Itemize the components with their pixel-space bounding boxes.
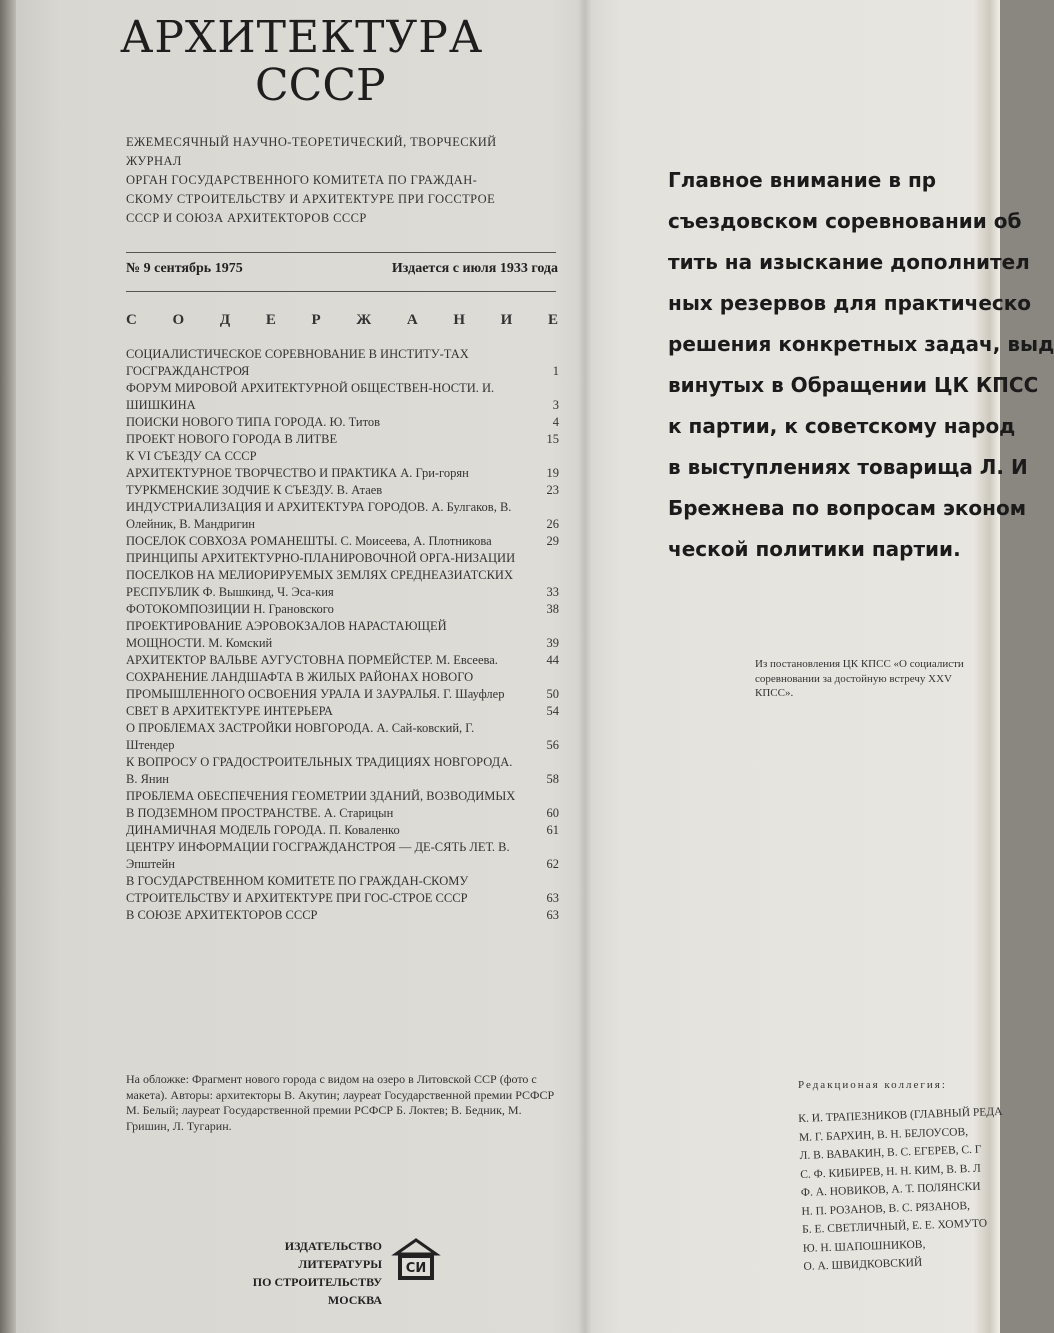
toc-entry-page: 44 [546,653,559,667]
quote-line: винутых в Обращении ЦК КПСС [668,373,1039,397]
toc-entry [126,618,559,652]
editorial-board-heading: Редакционая коллегия: [798,1079,947,1091]
toc-entry-title: ПРОЕКТИРОВАНИЕ АЭРОВОКЗАЛОВ НАРАСТАЮЩЕЙ МОЩНОСТИ. М. Комский [126,619,447,650]
quote-line: в выступлениях товарища Л. И [668,455,1028,479]
toc-entry [126,907,559,924]
published-since: Издается с июля 1933 года [391,261,558,276]
toc-entry-page: 38 [546,602,559,616]
toc-entry [126,482,559,499]
contents-heading-letter: Д [219,312,231,328]
toc-entry-page: 56 [546,738,559,752]
toc-entry-page: 19 [546,466,559,480]
issue-line [126,261,558,277]
quote-line: Главное внимание в пр [668,168,937,192]
contents-heading-letter: С [126,312,137,328]
page-fold [578,0,592,1333]
toc-entry [126,499,559,533]
contents-heading-letter: Ж [356,312,372,328]
toc-entry-title: АРХИТЕКТОР ВАЛЬВЕ АУГУСТОВНА ПОРМЕЙСТЕР. М. Евсеева. [126,653,498,667]
toc-entry-title: К VI СЪЕЗДУ СА СССР [126,449,257,463]
contents-heading-letter: И [500,312,513,328]
toc-entry-title: СВЕТ В АРХИТЕКТУРЕ ИНТЕРЬЕРА [126,704,333,718]
magazine-title-country: СССР [255,60,386,111]
toc-entry-title: ДИНАМИЧНАЯ МОДЕЛЬ ГОРОДА. П. Коваленко [126,823,400,837]
toc-entry-page: 60 [546,806,559,820]
board-member: С. Ф. КИБИРЕВ, Н. Н. КИМ, В. В. Л [800,1162,982,1181]
toc-entry [126,346,559,380]
toc-entry-page: 1 [552,364,559,378]
board-member: К. И. ТРАПЕЗНИКОВ (ГЛАВНЫЙ РЕДА [798,1105,1003,1125]
contents-heading-letter: О [172,312,185,328]
board-member: Б. Е. СВЕТЛИЧНЫЙ, Е. Е. ХОМУТО [801,1217,988,1236]
quote-source [755,657,1000,701]
magazine-title: АРХИТЕКТУРА [120,12,484,63]
logo-text: СИ [405,1261,427,1276]
publisher-line: ЛИТЕРАТУРЫ [298,1257,382,1271]
toc-entry-page: 33 [546,585,559,599]
quote-line: ных резервов для практическо [668,291,1032,315]
toc-entry [126,550,559,601]
cover-note: На обложке: Фрагмент нового города с видом на озеро в Литовской ССР (фото с макета). Авторы: архитекторы В. Акутин; лауреат Государственной премии РСФСР М. Белый; лауреат Государственной премии РСФСР Б. Локтев; В. Бедник, М. Гришин, Л. Тугарин. [126,1072,555,1133]
toc-entry [126,669,559,703]
board-member: М. Г. БАРХИН, В. Н. БЕЛОУСОВ, [798,1125,969,1144]
toc-entry [126,703,559,720]
toc-entry [126,652,559,669]
board-member: О. А. ШВИДКОВСКИЙ [803,1256,923,1273]
magazine-subtitle [126,133,566,228]
contents-heading-letter: Н [453,312,465,328]
quote-line: ческой политики партии. [668,537,961,561]
toc-entry-title: ПРОБЛЕМА ОБЕСПЕЧЕНИЯ ГЕОМЕТРИИ ЗДАНИЙ, ВОЗВОДИМЫХ В ПОДЗЕМНОМ ПРОСТРАНСТВЕ. А. Старицын [126,789,516,820]
contents-heading-letter: Е [547,312,558,328]
toc-entry-title: ИНДУСТРИАЛИЗАЦИЯ И АРХИТЕКТУРА ГОРОДОВ. А. Булгаков, В. Олейник, В. Мандригин [126,500,512,531]
publisher-line: ИЗДАТЕЛЬСТВО [284,1239,382,1253]
toc-entry-title: ТУРКМЕНСКИЕ ЗОДЧИЕ К СЪЕЗДУ. В. Атаев [126,483,383,497]
toc-entry [126,873,559,907]
toc-entry-page: 61 [546,823,559,837]
toc-entry-page: 62 [546,857,559,871]
toc-entry-page: 29 [546,534,559,548]
toc-entry-page: 58 [546,772,559,786]
toc-entry [126,414,559,431]
toc-entry-title: ПОСЕЛОК СОВХОЗА РОМАНЕШТЫ. С. Моисеева, А. Плотникова [126,534,492,548]
toc-entry [126,754,559,788]
contents-heading [126,312,558,329]
toc-entry [126,839,559,873]
toc-entry [126,431,559,448]
quote-line: съездовском соревновании об [668,209,1022,233]
contents-heading-letter: Е [265,312,276,328]
divider [126,252,556,253]
toc-entry-page: 50 [546,687,559,701]
contents-heading-letter: А [406,312,418,328]
house-logo-icon [392,1238,440,1282]
publisher-block [232,1237,382,1309]
subtitle-line: СССР И СОЮЗА АРХИТЕКТОРОВ СССР [126,211,367,225]
quote-line: решения конкретных задач, выд [668,332,1054,356]
subtitle-line: СКОМУ СТРОИТЕЛЬСТВУ И АРХИТЕКТУРЕ ПРИ ГОССТРОЕ [126,192,496,206]
toc-entry [126,720,559,754]
toc-entry-title: К ВОПРОСУ О ГРАДОСТРОИТЕЛЬНЫХ ТРАДИЦИЯХ НОВГОРОДА. В. Янин [126,755,513,786]
toc-entry-title: О ПРОБЛЕМАХ ЗАСТРОЙКИ НОВГОРОДА. А. Сай-ковский, Г. Штендер [126,721,475,752]
toc-entry-title: ФОТОКОМПОЗИЦИИ Н. Грановского [126,602,334,616]
toc-entry-page: 15 [546,432,559,446]
publisher-city: МОСКВА [327,1293,382,1307]
toc-entry-title: В СОЮЗЕ АРХИТЕКТОРОВ СССР [126,908,318,922]
publisher-line: ПО СТРОИТЕЛЬСТВУ [252,1275,382,1289]
quote-line: к партии, к советскому народ [668,414,1016,438]
board-member: Ю. Н. ШАПОШНИКОВ, [802,1238,926,1255]
toc-entry-title: В ГОСУДАРСТВЕННОМ КОМИТЕТЕ ПО ГРАЖДАН-СКОМУ СТРОИТЕЛЬСТВУ И АРХИТЕКТУРЕ ПРИ ГОС-СТРОЕ СССР [126,874,469,905]
toc-entry-page: 3 [552,398,559,412]
subtitle-line: ЖУРНАЛ [126,154,182,168]
board-member: Ф. А. НОВИКОВ, А. Т. ПОЛЯНСКИ [800,1180,981,1199]
board-member: Л. В. ВАВАКИН, В. С. ЕГЕРЕВ, С. Г [799,1143,982,1162]
toc-entry [126,601,559,618]
toc-entry-title: ФОРУМ МИРОВОЙ АРХИТЕКТУРНОЙ ОБЩЕСТВЕН-НОСТИ. И. ШИШКИНА [126,381,495,412]
toc-entry-page: 63 [546,891,559,905]
toc-entry [126,822,559,839]
table-of-contents [126,346,559,924]
toc-entry-page: 26 [546,517,559,531]
toc-entry-page: 63 [546,908,559,922]
source-line: КПСС». [755,687,794,699]
toc-entry [126,788,559,822]
quote-line: тить на изыскание дополнител [668,250,1030,274]
toc-entry [126,380,559,414]
toc-entry-title: СОХРАНЕНИЕ ЛАНДШАФТА В ЖИЛЫХ РАЙОНАХ НОВОГО ПРОМЫШЛЕННОГО ОСВОЕНИЯ УРАЛА И ЗАУРАЛЬЯ. Г. Шауфлер [126,670,505,701]
source-line: соревновании за достойную встречу XXV [755,672,952,685]
issue-number: № 9 сентябрь 1975 [126,261,243,276]
toc-entry-title: ПРИНЦИПЫ АРХИТЕКТУРНО-ПЛАНИРОВОЧНОЙ ОРГА-НИЗАЦИИ ПОСЕЛКОВ НА МЕЛИОРИРУЕМЫХ ЗЕМЛЯХ СРЕДНЕАЗИАТСКИХ РЕСПУБЛИК Ф. Вышкинд, Ч. Эса-кия [126,551,516,599]
subtitle-line: ОРГАН ГОСУДАРСТВЕННОГО КОМИТЕТА ПО ГРАЖДАН- [126,173,478,187]
page-edge-shadow [0,0,16,1333]
quote-line: Брежнева по вопросам эконом [668,496,1027,520]
subtitle-line: ЕЖЕМЕСЯЧНЫЙ НАУЧНО-ТЕОРЕТИЧЕСКИЙ, ТВОРЧЕСКИЙ [126,135,497,149]
board-member: Н. П. РОЗАНОВ, В. С. РЯЗАНОВ, [801,1199,971,1218]
contents-heading-letter: Р [311,312,321,328]
toc-entry [126,465,559,482]
toc-entry-title: ЦЕНТРУ ИНФОРМАЦИИ ГОСГРАЖДАНСТРОЯ — ДЕ-СЯТЬ ЛЕТ. В. Эпштейн [126,840,510,871]
divider [126,291,556,292]
toc-entry-title: ПРОЕКТ НОВОГО ГОРОДА В ЛИТВЕ [126,432,338,446]
source-line: Из постановления ЦК КПСС «О социалисти [755,658,964,670]
toc-entry-page: 39 [546,636,559,650]
toc-entry-title: СОЦИАЛИСТИЧЕСКОЕ СОРЕВНОВАНИЕ В ИНСТИТУ-ТАХ ГОСГРАЖДАНСТРОЯ [126,347,469,378]
toc-entry-page: 4 [552,415,559,429]
resolution-quote [668,160,1054,570]
toc-entry-title: АРХИТЕКТУРНОЕ ТВОРЧЕСТВО И ПРАКТИКА А. Гри-горян [126,466,469,480]
toc-entry [126,448,559,465]
editorial-board-list [798,1103,1006,1276]
toc-entry-page: 54 [546,704,559,718]
toc-entry-page: 23 [546,483,559,497]
toc-entry-title: ПОИСКИ НОВОГО ТИПА ГОРОДА. Ю. Титов [126,415,381,429]
toc-entry [126,533,559,550]
